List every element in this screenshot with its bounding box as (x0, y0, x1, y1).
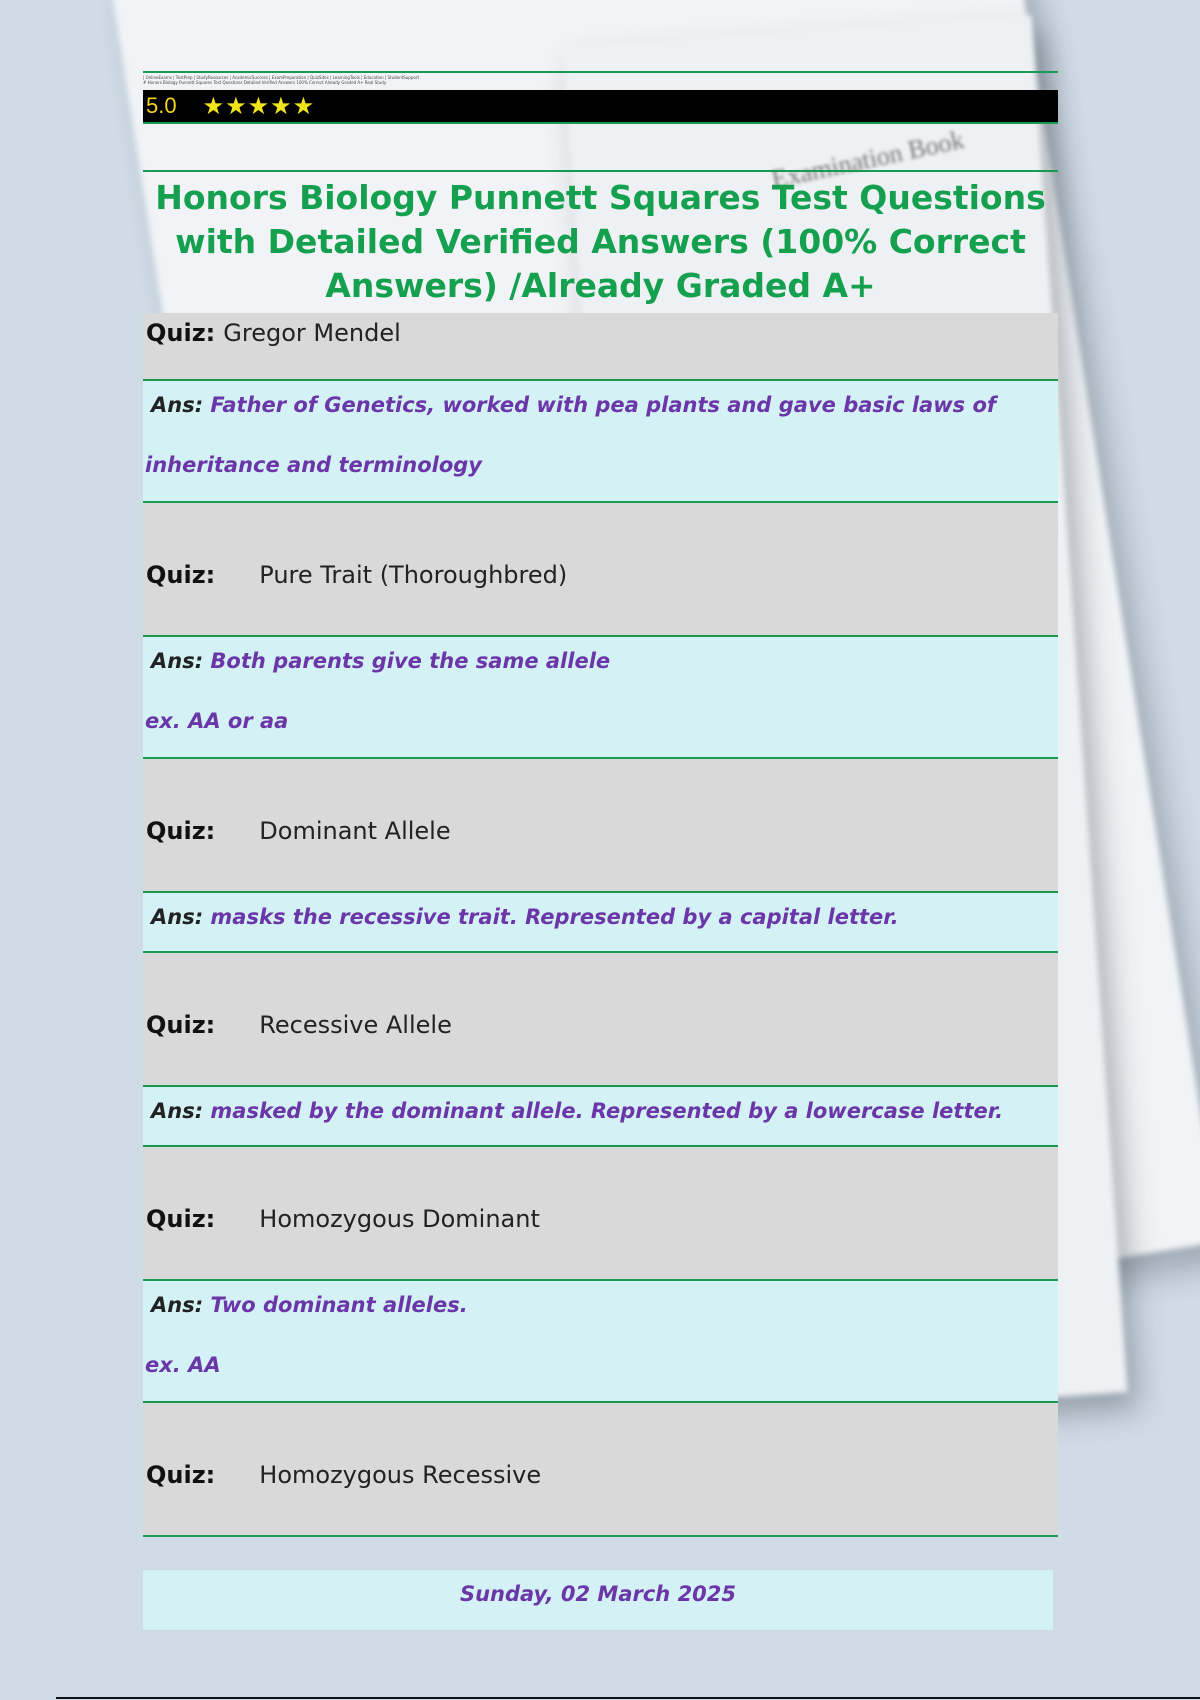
quiz-label: Quiz: (146, 1461, 216, 1489)
quiz-row (143, 953, 1058, 1087)
quiz-label: Quiz: (146, 561, 216, 589)
quiz-label: Quiz: (146, 817, 216, 845)
answer-text: Father of Genetics, worked with pea plants and gave basic laws of (210, 393, 997, 417)
date-text: Sunday, 02 March 2025 (459, 1582, 737, 1606)
answer-line (145, 649, 1058, 709)
answer-text: inheritance and terminology (145, 453, 482, 477)
quiz-term: Recessive Allele (259, 1011, 452, 1039)
title-block (143, 170, 1058, 308)
quiz-term: Homozygous Dominant (259, 1205, 540, 1233)
date-footer (143, 1570, 1053, 1630)
answer-text: masks the recessive trait. Represented by a capital letter. (210, 905, 899, 929)
quiz-row (143, 503, 1058, 637)
answer-row (143, 637, 1058, 759)
star-rating-icon: ★★★★★ (202, 92, 316, 120)
answer-label: Ans: (151, 393, 204, 417)
answer-row (143, 893, 1058, 953)
bottom-rule (56, 1697, 1200, 1699)
answer-line (145, 1293, 1058, 1353)
background-book-label: Examination Book (769, 124, 967, 195)
answer-text: ex. AA or aa (145, 709, 289, 733)
answer-label: Ans: (151, 1099, 204, 1123)
answer-text: Two dominant alleles. (210, 1293, 468, 1317)
qa-list (143, 313, 1058, 1537)
page-title: Honors Biology Punnett Squares Test Questions with Detailed Verified Answers (100% Correct Answers) /Already Graded A+ (155, 178, 1046, 305)
answer-text: Both parents give the same allele (210, 649, 611, 673)
quiz-term: Gregor Mendel (223, 319, 401, 347)
header-links-line1: | OnlineExams | TestPrep | StudyResources | AcademicSuccess | ExamPreparation | QuizSites | LearningTools | Education | StudentSupport (143, 75, 420, 80)
answer-text: ex. AA (145, 1353, 221, 1377)
answer-label: Ans: (151, 905, 204, 929)
answer-line (145, 393, 1058, 453)
quiz-label: Quiz: (146, 319, 216, 347)
header-links (143, 71, 1058, 85)
answer-text: masked by the dominant allele. Represented by a lowercase letter. (210, 1099, 1004, 1123)
quiz-row (143, 313, 1058, 381)
quiz-row (143, 1403, 1058, 1537)
answer-label: Ans: (151, 1293, 204, 1317)
rating-bar (143, 90, 1058, 124)
answer-row (143, 1281, 1058, 1403)
quiz-term: Pure Trait (Thoroughbred) (259, 561, 568, 589)
rating-value: 5.0 (146, 93, 177, 118)
quiz-term: Homozygous Recessive (259, 1461, 542, 1489)
header-links-line2: # Honors Biology Punnett Squares Test Questions Detailed Verified Answers 100% Correct Already Graded A+ Real Study (143, 80, 387, 85)
answer-row (143, 1087, 1058, 1147)
answer-label: Ans: (151, 649, 204, 673)
quiz-label: Quiz: (146, 1205, 216, 1233)
quiz-label: Quiz: (146, 1011, 216, 1039)
quiz-row (143, 759, 1058, 893)
answer-row (143, 381, 1058, 503)
quiz-term: Dominant Allele (259, 817, 451, 845)
quiz-row (143, 1147, 1058, 1281)
